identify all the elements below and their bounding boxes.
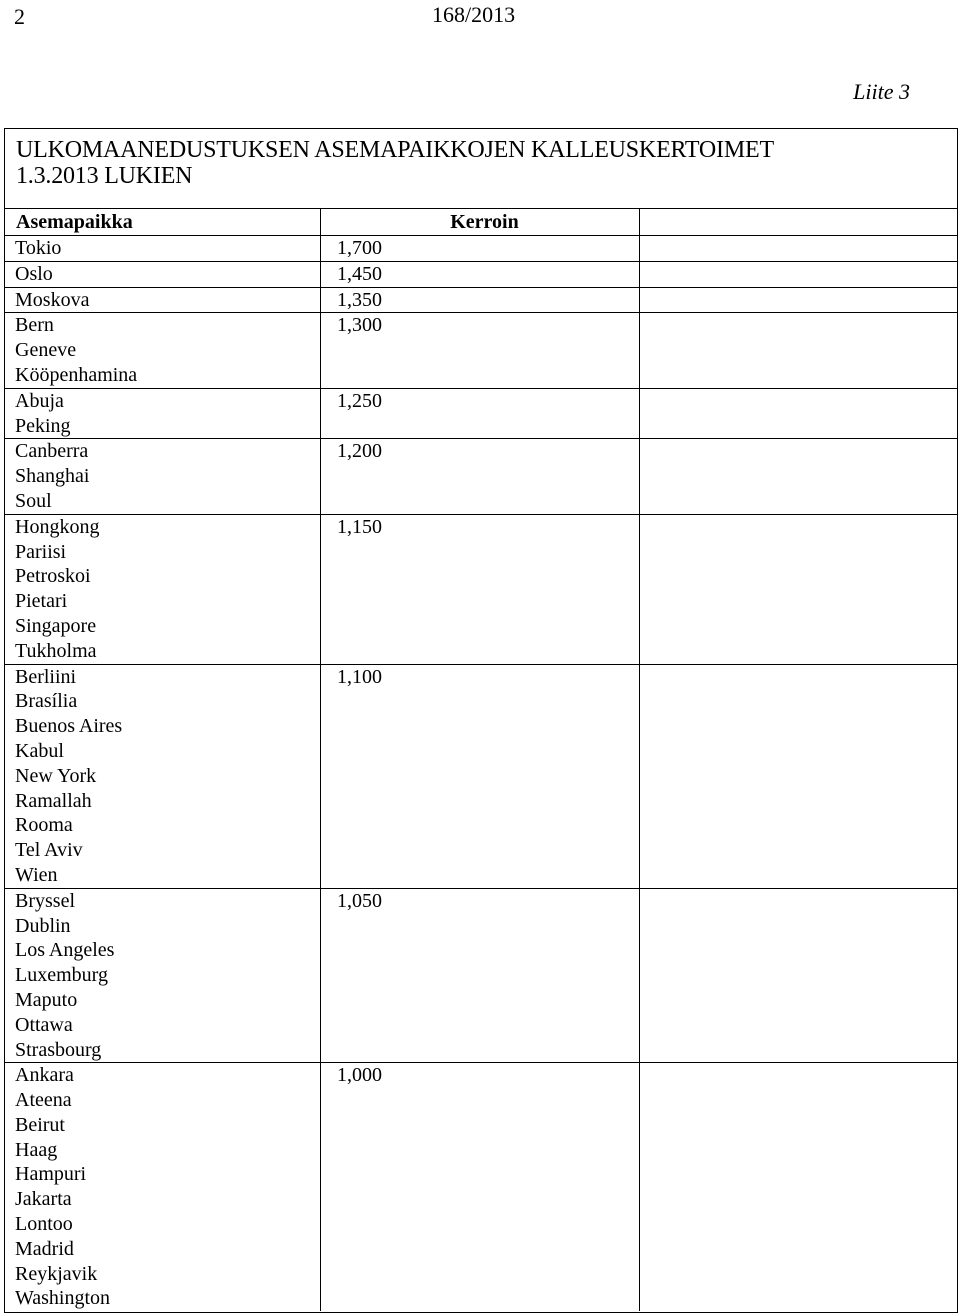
place-cell bbox=[5, 1063, 321, 1311]
coefficient-cell bbox=[321, 515, 640, 664]
place-name: Jakarta bbox=[15, 1188, 72, 1211]
place-name: Tel Aviv bbox=[15, 839, 83, 862]
table-title-line-1: ULKOMAANEDUSTUKSEN ASEMAPAIKKOJEN KALLEUSKERTOIMET bbox=[16, 137, 774, 163]
column-header-empty bbox=[640, 209, 957, 235]
coefficient-cell bbox=[321, 236, 640, 261]
place-name: Peking bbox=[15, 414, 71, 437]
place-name: Pietari bbox=[15, 590, 68, 613]
coefficient-cell bbox=[321, 889, 640, 1063]
empty-cell bbox=[640, 236, 957, 261]
place-name: Buenos Aires bbox=[15, 715, 123, 738]
place-name: Kööpenhamina bbox=[15, 363, 138, 386]
place-name: Singapore bbox=[15, 614, 97, 637]
empty-cell bbox=[640, 439, 957, 513]
coefficient-cell bbox=[321, 262, 640, 287]
document-number: 168/2013 bbox=[432, 2, 516, 27]
place-name: Pariisi bbox=[15, 540, 67, 563]
table-header-row bbox=[5, 209, 957, 236]
place-name: Soul bbox=[15, 489, 52, 512]
place-name: Oslo bbox=[15, 262, 53, 285]
place-name: Geneve bbox=[15, 339, 77, 362]
coefficient-table bbox=[4, 128, 958, 1313]
coefficient-value: 1,200 bbox=[337, 440, 382, 463]
coefficient-value: 1,100 bbox=[337, 665, 382, 688]
place-name: Brasília bbox=[15, 690, 78, 713]
coefficient-cell bbox=[321, 389, 640, 439]
place-name: Maputo bbox=[15, 988, 78, 1011]
place-name: Hampuri bbox=[15, 1163, 87, 1186]
place-name: Washington bbox=[15, 1287, 111, 1310]
place-name: Wien bbox=[15, 863, 58, 886]
place-name: Bern bbox=[15, 314, 54, 337]
place-name: Los Angeles bbox=[15, 939, 115, 962]
place-name: Abuja bbox=[15, 389, 64, 412]
table-row-group bbox=[5, 262, 957, 288]
empty-cell bbox=[640, 288, 957, 313]
place-name: Ramallah bbox=[15, 789, 92, 812]
coefficient-value: 1,450 bbox=[337, 262, 382, 285]
coefficient-value: 1,050 bbox=[337, 889, 382, 912]
coefficient-value: 1,150 bbox=[337, 515, 382, 538]
place-name: Tokio bbox=[15, 237, 62, 259]
place-name: Rooma bbox=[15, 814, 73, 837]
table-row-group bbox=[5, 439, 957, 514]
table-body bbox=[5, 236, 957, 1311]
place-name: Berliini bbox=[15, 665, 77, 688]
empty-cell bbox=[640, 1063, 957, 1311]
place-name: Shanghai bbox=[15, 465, 90, 488]
place-name: Strasbourg bbox=[15, 1038, 102, 1061]
place-name: Ankara bbox=[15, 1064, 74, 1087]
place-name: Kabul bbox=[15, 739, 64, 762]
column-header-coefficient: Kerroin bbox=[321, 209, 640, 235]
place-name: Moskova bbox=[15, 288, 90, 311]
place-name: Bryssel bbox=[15, 889, 75, 912]
coefficient-value: 1,700 bbox=[337, 237, 382, 259]
coefficient-value: 1,000 bbox=[337, 1064, 382, 1087]
table-title bbox=[5, 129, 957, 209]
table-row-group bbox=[5, 236, 957, 262]
place-name: Dublin bbox=[15, 914, 71, 937]
place-name: Tukholma bbox=[15, 639, 97, 662]
place-name: New York bbox=[15, 764, 97, 787]
appendix-label: Liite 3 bbox=[853, 79, 910, 104]
place-name: Luxemburg bbox=[15, 964, 108, 987]
place-name: Petroskoi bbox=[15, 565, 91, 588]
coefficient-cell bbox=[321, 439, 640, 513]
table-row-group bbox=[5, 288, 957, 314]
coefficient-value: 1,250 bbox=[337, 389, 382, 412]
coefficient-value: 1,350 bbox=[337, 288, 382, 311]
place-name: Madrid bbox=[15, 1237, 74, 1260]
column-header-place: Asemapaikka bbox=[5, 209, 321, 235]
table-row-group bbox=[5, 313, 957, 388]
place-name: Canberra bbox=[15, 440, 89, 463]
table-row-group bbox=[5, 389, 957, 440]
place-name: Reykjavik bbox=[15, 1262, 98, 1285]
coefficient-cell bbox=[321, 288, 640, 313]
place-name: Lontoo bbox=[15, 1213, 73, 1236]
place-name: Ottawa bbox=[15, 1013, 73, 1036]
coefficient-cell bbox=[321, 313, 640, 387]
coefficient-cell bbox=[321, 665, 640, 888]
table-row-group bbox=[5, 515, 957, 665]
place-name: Hongkong bbox=[15, 515, 100, 538]
coefficient-cell bbox=[321, 1063, 640, 1311]
empty-cell bbox=[640, 665, 957, 888]
place-name: Beirut bbox=[15, 1113, 65, 1136]
empty-cell bbox=[640, 515, 957, 664]
place-name: Haag bbox=[15, 1138, 58, 1161]
table-row-group bbox=[5, 665, 957, 889]
empty-cell bbox=[640, 262, 957, 287]
page-number: 2 bbox=[14, 4, 25, 29]
place-cell bbox=[5, 889, 321, 1063]
table-row-group bbox=[5, 889, 957, 1064]
place-name: Ateena bbox=[15, 1089, 72, 1112]
empty-cell bbox=[640, 389, 957, 439]
table-title-line-2: 1.3.2013 LUKIEN bbox=[16, 163, 193, 189]
empty-cell bbox=[640, 889, 957, 1063]
table-row-group bbox=[5, 1063, 957, 1311]
place-cell bbox=[5, 665, 321, 888]
empty-cell bbox=[640, 313, 957, 387]
coefficient-value: 1,300 bbox=[337, 314, 382, 337]
